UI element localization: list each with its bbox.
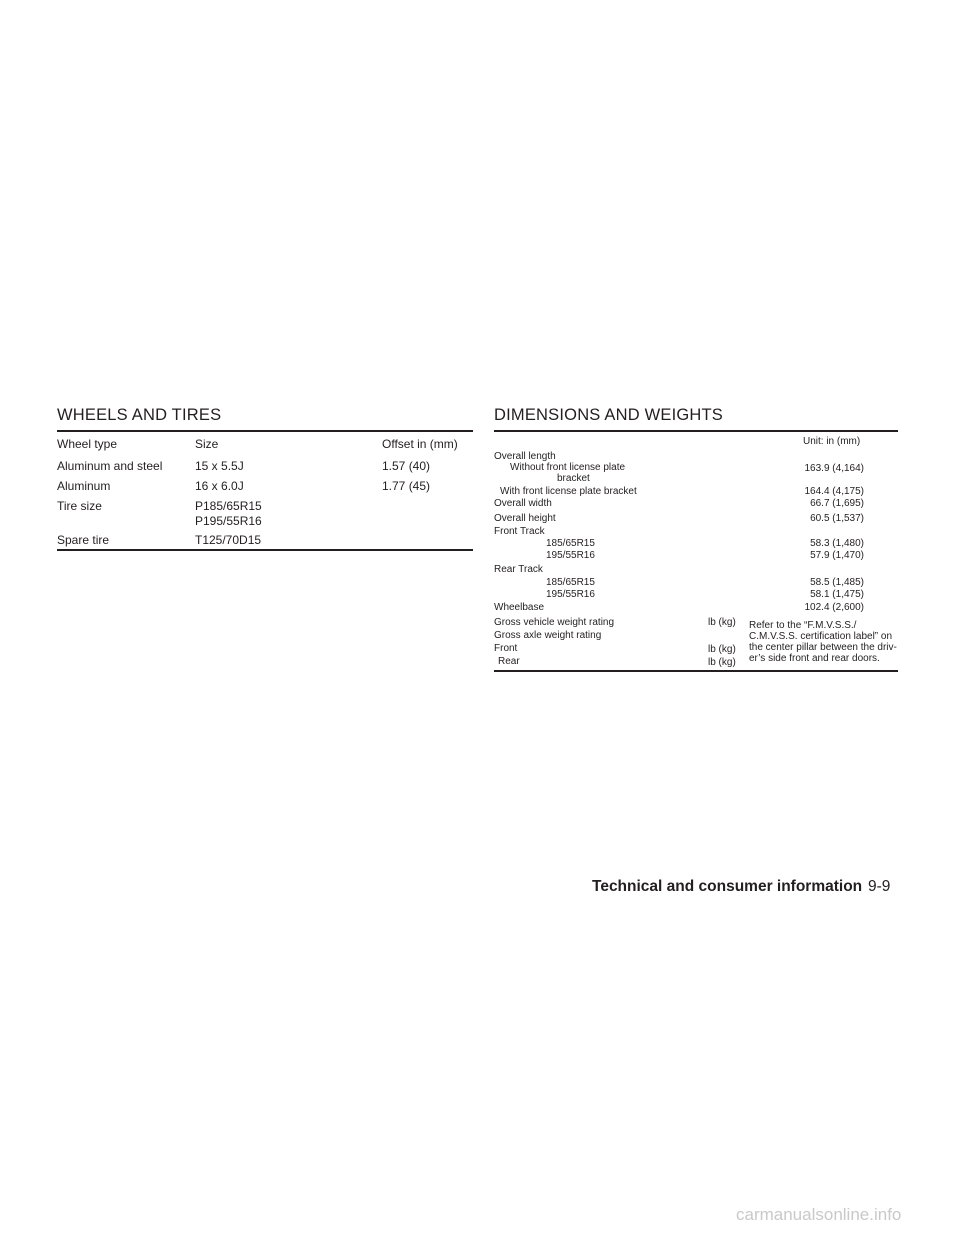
wheels-title: WHEELS AND TIRES <box>57 406 222 424</box>
wheel-offset-cell: 1.77 (45) <box>382 479 431 493</box>
rear-track-195-label: 195/55R16 <box>546 589 595 600</box>
note-line: the center pillar between the driv- <box>749 642 897 653</box>
note-line: C.M.V.S.S. certification label” on <box>749 631 893 642</box>
spare-size-cell: T125/70D15 <box>195 533 262 547</box>
wheel-offset-cell: 1.57 (40) <box>382 459 431 473</box>
footer-page-number: 9-9 <box>868 878 891 895</box>
overall-height-value: 60.5 (1,537) <box>810 513 864 524</box>
with-plate-value: 164.4 (4,175) <box>804 486 864 497</box>
front-track-label: Front Track <box>494 526 545 537</box>
rear-track-195-value: 58.1 (1,475) <box>810 589 864 600</box>
header-size: Size <box>195 437 219 451</box>
rear-track-185-label: 185/65R15 <box>546 577 595 588</box>
front-track-185-value: 58.3 (1,480) <box>810 538 864 549</box>
header-offset: Offset in (mm) <box>382 437 458 451</box>
overall-width-label: Overall width <box>494 498 552 509</box>
gawr-label: Gross axle weight rating <box>494 630 602 641</box>
header-wheel-type: Wheel type <box>57 437 118 451</box>
footer-section-title: Technical and consumer information <box>592 878 863 895</box>
gvwr-unit: lb (kg) <box>708 617 736 628</box>
tire-size-cell-2: P195/55R16 <box>195 514 262 528</box>
wheelbase-label: Wheelbase <box>494 602 545 613</box>
with-plate-label: With front license plate bracket <box>500 486 637 497</box>
without-plate-value: 163.9 (4,164) <box>804 463 864 474</box>
certification-note <box>749 620 909 664</box>
wheels-bottom-rule <box>57 549 473 551</box>
note-line: Refer to the “F.M.V.S.S./ <box>749 620 857 631</box>
front-track-185-label: 185/65R15 <box>546 538 595 549</box>
rear-axle-label: Rear <box>498 656 520 667</box>
rear-track-label: Rear Track <box>494 564 543 575</box>
rear-track-185-value: 58.5 (1,485) <box>810 577 864 588</box>
rear-axle-unit: lb (kg) <box>708 657 736 668</box>
wheel-size-cell: 16 x 6.0J <box>195 479 244 493</box>
front-track-195-value: 57.9 (1,470) <box>810 550 864 561</box>
without-plate-label: Without front license plate <box>510 462 626 473</box>
wheel-type-cell: Aluminum <box>57 479 111 493</box>
wheel-size-cell: 15 x 5.5J <box>195 459 244 473</box>
dimensions-top-rule <box>494 430 898 432</box>
front-track-195-label: 195/55R16 <box>546 550 595 561</box>
dimensions-title: DIMENSIONS AND WEIGHTS <box>494 406 724 424</box>
wheel-type-cell: Aluminum and steel <box>57 459 163 473</box>
note-line: er’s side front and rear doors. <box>749 653 880 664</box>
without-plate-bracket-label: bracket <box>557 473 590 484</box>
front-axle-unit: lb (kg) <box>708 644 736 655</box>
overall-length-label: Overall length <box>494 451 556 462</box>
overall-height-label: Overall height <box>494 513 556 524</box>
gvwr-label: Gross vehicle weight rating <box>494 617 615 628</box>
watermark: carmanualsonline.info <box>736 1205 902 1224</box>
dimensions-bottom-rule <box>494 670 898 672</box>
front-axle-label: Front <box>494 643 518 654</box>
wheels-top-rule <box>57 430 473 432</box>
overall-width-value: 66.7 (1,695) <box>810 498 864 509</box>
tire-size-cell: P185/65R15 <box>195 499 262 513</box>
wheelbase-value: 102.4 (2,600) <box>804 602 864 613</box>
wheel-type-cell: Tire size <box>57 499 102 513</box>
unit-label: Unit: in (mm) <box>803 436 861 447</box>
wheel-type-cell: Spare tire <box>57 533 110 547</box>
